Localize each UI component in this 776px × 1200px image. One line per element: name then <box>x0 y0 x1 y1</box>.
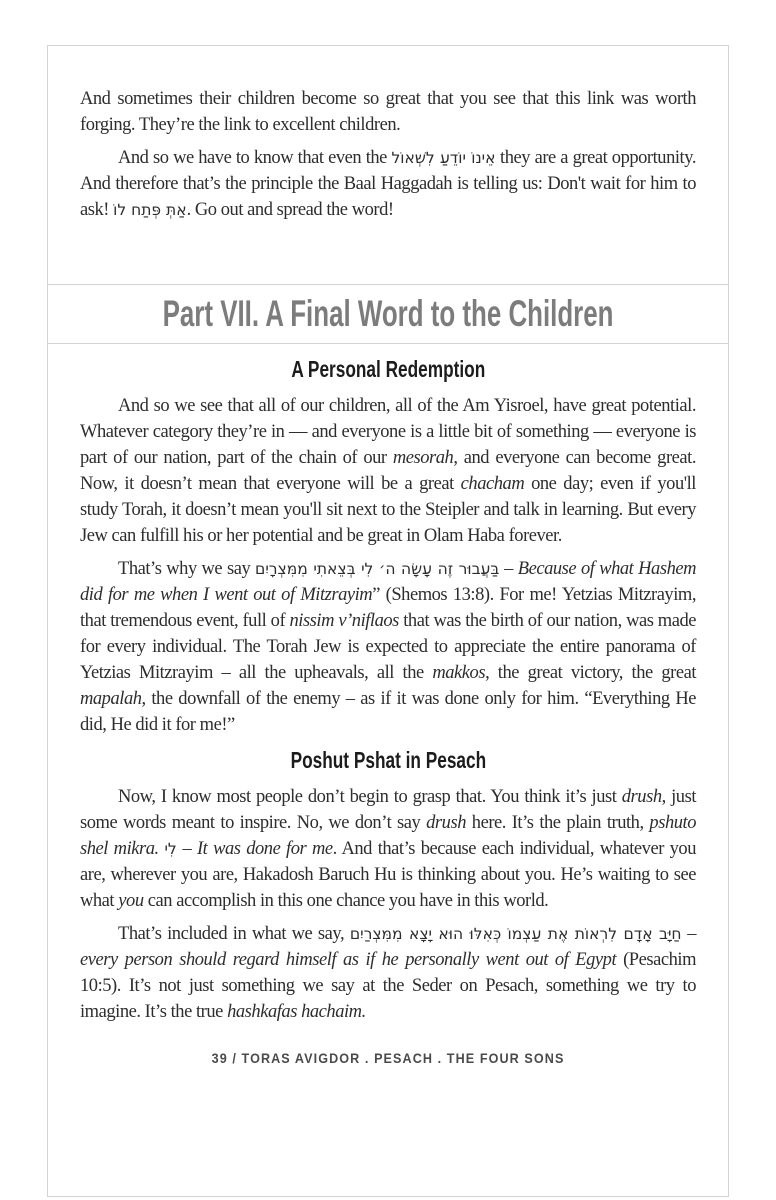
part-heading-title: Part VII. A Final Word to the Children <box>162 293 614 334</box>
text-run: And so we see that all of our children, all of the Am Yisroel, have great potential. Whatever category they’re in — and everyone is a little bit of something — everyone is part of our nation, part of the chain of our <box>80 396 696 468</box>
paragraph <box>80 86 696 138</box>
text-run: , the downfall of the enemy – as if it was done only for him. “Everything He did, He did it for me!” <box>80 689 696 735</box>
text-run: they are a great opportunity. And therefore that’s the principle the Baal Haggadah is telling us: Don't wait for him to ask! <box>80 148 696 220</box>
text-run: , the great victory, the great <box>485 663 696 683</box>
subheading-personal-redemption: A Personal Redemption <box>291 356 485 382</box>
text-run: here. It’s the plain truth, <box>465 813 650 833</box>
text-run: And sometimes their children become so great that you see that this link was worth forging. They’re the link to excellent children. <box>80 89 696 135</box>
text-run: That’s why we say <box>118 559 256 579</box>
text-run: That’s included in what we say, <box>118 924 350 944</box>
paragraph-block-poshut-pshat <box>80 784 696 1025</box>
hebrew-phrase: בַּעֲבוּר זֶה עָשָׂה ה׳ לִי בְּצֵאתִי מִמִּצְרָיִם <box>255 560 500 578</box>
text-run: ” (Shemos 13:8). For me! Yetzias Mitzrayim, that tremendous event, full of <box>80 585 696 631</box>
continuation-text-block <box>48 46 728 284</box>
hebrew-phrase: אֵינוֹ יוֹדֵעַ לִשְׁאוֹל <box>391 149 496 167</box>
paragraph-block-personal-redemption <box>80 393 696 738</box>
part-heading-band <box>48 284 728 344</box>
italic-text: It was done for me <box>196 839 333 859</box>
italic-text: nissim v’niflaos <box>289 611 399 631</box>
italic-text: chacham <box>460 474 525 494</box>
italic-text: drush <box>621 787 662 807</box>
paragraph <box>80 556 696 738</box>
text-run: . Go out and spread the word! <box>186 200 394 220</box>
text-run: , just some words meant to inspire. No, we don’t say <box>80 787 696 833</box>
page-footer <box>80 1050 696 1068</box>
page-footer-text: 39 / TORAS AVIGDOR . PESACH . THE FOUR SONS <box>211 1050 565 1066</box>
text-run: (Pesachim 10:5). It’s not just something we say at the Seder on Pesach, something we try to imagine. It’s the true <box>80 950 696 1022</box>
text-run: Now, I know most people don’t begin to grasp that. You think it’s just <box>118 787 622 807</box>
paragraph <box>80 145 696 223</box>
main-text-section <box>48 344 728 1068</box>
hebrew-phrase: אַתְּ פְּתַח לוֹ <box>113 201 187 219</box>
text-run: And so we have to know that even the <box>118 148 392 168</box>
text-run: – <box>499 559 518 579</box>
text-run: , and everyone can become great. Now, it doesn’t mean that everyone will be a great <box>80 448 696 494</box>
hebrew-phrase: לִי <box>164 840 177 858</box>
hebrew-phrase: חַיָּב אָדָם לִרְאוֹת אֶת עַצְמוֹ כְּאִלּוּ הוּא יָצָא מִמִּצְרַיִם <box>349 925 682 943</box>
text-run: . And that’s because each individual, whatever you are, wherever you are, Hakadosh Baruch Hu is thinking about you. He’s waiting to see what <box>80 839 696 911</box>
italic-text: you <box>118 891 144 911</box>
text-run: one day; even if you'll study Torah, it doesn’t mean you'll sit next to the Steipler and talk in learning. But every Jew can fulfill his or her potential and be great in Olam Haba forever. <box>80 474 696 546</box>
paragraph <box>80 784 696 914</box>
paragraph <box>80 921 696 1025</box>
text-run: – <box>681 924 696 944</box>
italic-text: makkos <box>432 663 486 683</box>
italic-text: mapalah <box>80 689 142 709</box>
italic-text: hashkafas hachaim. <box>227 1002 366 1022</box>
text-run: can accomplish in this one chance you have in this world. <box>143 891 549 911</box>
text-run: – <box>176 839 197 859</box>
paragraph <box>80 393 696 549</box>
subheading-poshut-pshat: Poshut Pshat in Pesach <box>290 747 486 773</box>
italic-text: every person should regard himself as if he personally went out of Egypt <box>80 950 617 970</box>
italic-text: drush <box>426 813 466 833</box>
text-run: that was the birth of our nation, was made for every individual. The Torah Jew is expected to appreciate the entire panorama of Yetzias Mitzrayim – all the upheavals, all the <box>80 611 697 683</box>
italic-text: pshuto shel mikra. <box>80 813 696 859</box>
italic-text: Because of what Hashem did for me when I went out of Mitzrayim <box>80 559 696 605</box>
book-page <box>47 45 729 1197</box>
italic-text: mesorah <box>392 448 454 468</box>
